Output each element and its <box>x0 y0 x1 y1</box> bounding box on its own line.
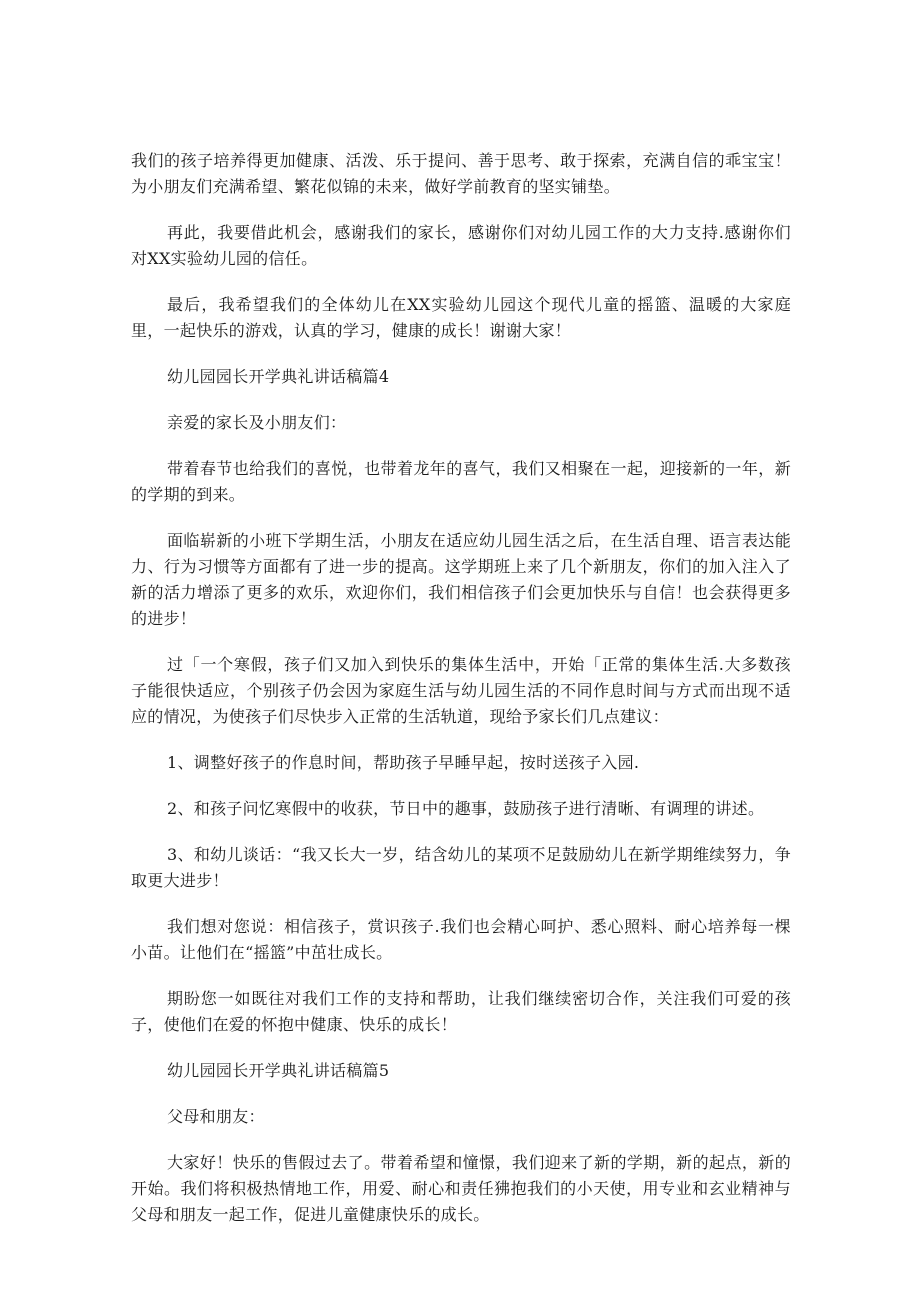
paragraph-salutation-4: 亲爱的家长及小朋友们： <box>167 413 347 432</box>
document-body <box>131 148 791 1248</box>
paragraph-closing-wishes: 最后，我希望我们的全体幼儿在XX实验幼儿园这个现代儿童的摇篮、温暖的大家庭里，一起快乐的游戏，认真的学习，健康的成长！谢谢大家！ <box>131 295 791 340</box>
paragraph-cooperation: 期盼您一如既往对我们工作的支持和帮助，让我们继续密切合作，关注我们可爱的孩子，使他们在爱的怀抱中健康、快乐的成长！ <box>131 989 791 1034</box>
paragraph-greeting-new-term: 大家好！快乐的售假过去了。带着希望和憧憬，我们迎来了新的学期，新的起点，新的开始。我们将积极热情地工作，用爱、耐心和责任狒抱我们的小天使，用专业和玄业精神与父母和朋友一起工作，促进儿童健康快乐的成长。 <box>131 1153 791 1224</box>
list-item-suggestion-1: 1、调整好孩子的作息时间，帮助孩子早睡早起，按时送孩子入园. <box>167 753 640 772</box>
paragraph-new-semester: 面临崭新的小班下学期生活，小朋友在适应幼儿园生活之后，在生活自理、语言表达能力、行为习惯等方面都有了进一步的提高。这学期班上来了几个新朋友，你们的加入注入了新的活力增添了更多的欢乐，欢迎你们，我们相信孩子们会更加快乐与自信！也会获得更多的进步！ <box>131 531 791 628</box>
paragraph-trust-children: 我们想对您说：相信孩子，赏识孩子.我们也会精心呵护、悉心照料、耐心培养每一棵小苗。让他们在“摇篮”中茁壮成长。 <box>131 917 791 962</box>
paragraph-intro-continuation: 我们的孩子培养得更加健康、活泼、乐于提问、善于思考、敢于探索，充满自信的乖宝宝！为小朋友们充满希望、繁花似锦的未来，做好学前教育的坚实铺垫。 <box>131 151 791 196</box>
list-item-suggestion-3: 3、和幼儿谈话：“我又长大一岁，结含幼儿的某项不足鼓励幼儿在新学期维续努力，争取更大进步！ <box>131 845 791 890</box>
paragraph-thanks-parents: 再此，我要借此机会，感谢我们的家长，感谢你们对幼儿园工作的大力支持.感谢你们对XX实验幼儿园的信任。 <box>131 223 791 268</box>
list-item-suggestion-2: 2、和孩子问忆寒假中的收获，节日中的趣事，鼓励孩子进行清晰、有调理的讲述。 <box>167 799 765 818</box>
section-heading-5: 幼儿园园长开学典礼讲话稿篇5 <box>167 1061 390 1080</box>
paragraph-after-winter-break: 过「一个寒假，孩子们又加入到快乐的集体生活中，开始「正常的集体生活.大多数孩子能很快适应，个别孩子仍会因为家庭生活与幼儿园生活的不同作息时间与方式而出现不适应的情况，为使孩子们尽快步入正常的生活轨道，现给予家长们几点建议： <box>131 655 791 726</box>
section-heading-4: 幼儿园园长开学典礼讲话稿篇4 <box>167 367 390 386</box>
paragraph-spring-festival: 带着春节也给我们的喜悦，也带着龙年的喜气，我们又相聚在一起，迎接新的一年，新的学期的到来。 <box>131 459 791 504</box>
paragraph-salutation-5: 父母和朋友： <box>167 1107 265 1126</box>
